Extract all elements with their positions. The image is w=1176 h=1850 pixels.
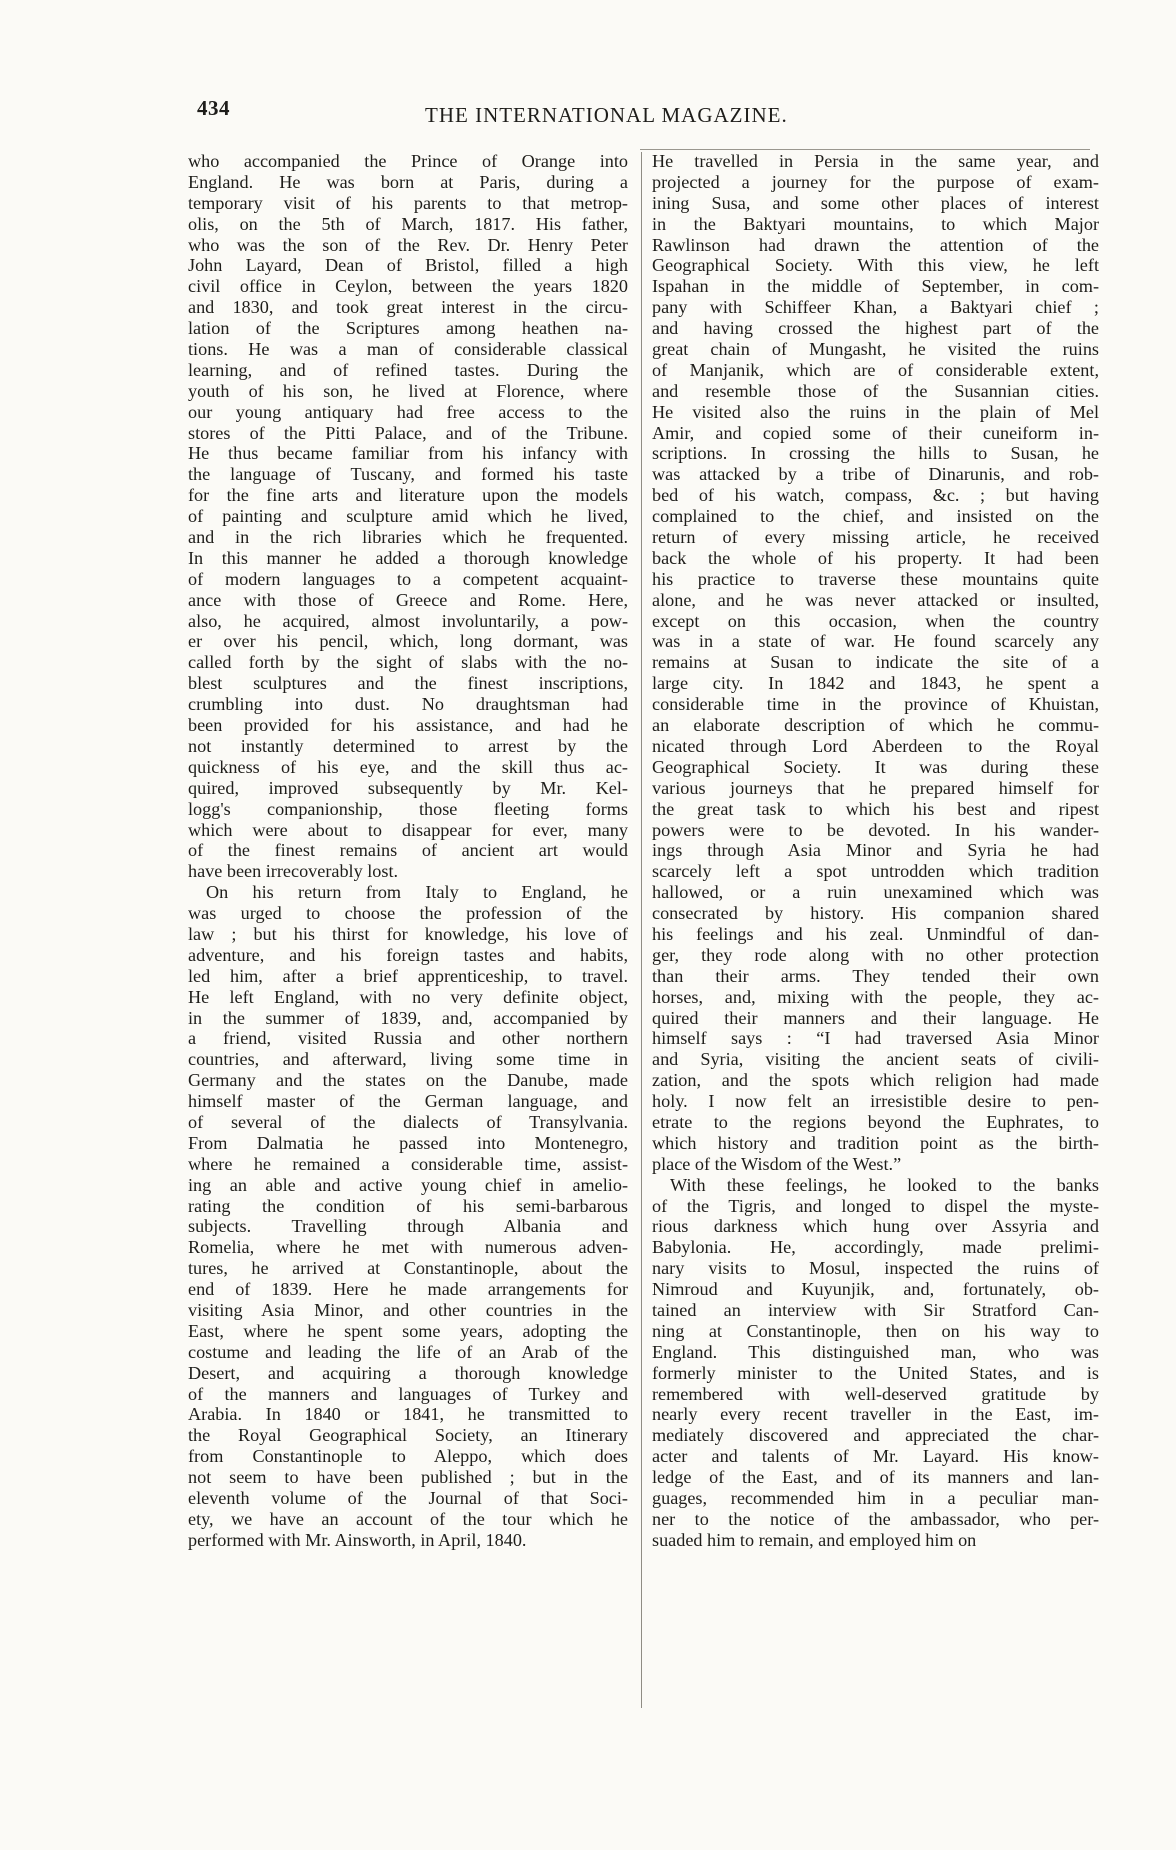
text-line: who accompanied the Prince of Orange into bbox=[188, 151, 628, 171]
text-line: scriptions. In crossing the hills to Susan, he bbox=[652, 443, 1099, 464]
text-line: ance with those of Greece and Rome. Here, bbox=[188, 589, 628, 610]
text-line: ings through Asia Minor and Syria he had bbox=[652, 840, 1099, 861]
text-line: pany with Schiffeer Khan, a Baktyari chief ; bbox=[652, 297, 1099, 318]
text-line: for the fine arts and literature upon the models bbox=[188, 485, 628, 506]
text-line: was in a state of war. He found scarcely any bbox=[652, 631, 1099, 652]
text-line: of the manners and languages of Turkey and bbox=[188, 1383, 628, 1404]
column-divider bbox=[641, 152, 642, 1708]
text-line: youth of his son, he lived at Florence, where bbox=[188, 380, 628, 401]
text-line: holy. I now felt an irresistible desire to pen- bbox=[652, 1091, 1099, 1112]
text-line: zation, and the spots which religion had made bbox=[652, 1070, 1099, 1091]
text-line: complained to the chief, and insisted on the bbox=[652, 506, 1099, 527]
text-line: the great task to which his best and ripest bbox=[652, 798, 1099, 819]
text-line: ger, they rode along with no other protection bbox=[652, 944, 1099, 965]
text-line: adventure, and his foreign tastes and habits, bbox=[188, 944, 628, 965]
text-line: Ispahan in the middle of September, in com- bbox=[652, 276, 1099, 297]
text-line: and 1830, and took great interest in the circu- bbox=[188, 297, 628, 318]
text-line: crumbling into dust. No draughtsman had bbox=[188, 694, 628, 715]
text-line: nary visits to Mosul, inspected the ruins of bbox=[652, 1258, 1099, 1279]
text-line: East, where he spent some years, adopting the bbox=[188, 1320, 628, 1341]
text-line: alone, and he was never attacked or insulted, bbox=[652, 589, 1099, 610]
text-line: quired, improved subsequently by Mr. Kel- bbox=[188, 777, 628, 798]
text-line: He travelled in Persia in the same year, and bbox=[652, 151, 1099, 171]
text-line: of modern languages to a competent acquaint- bbox=[188, 568, 628, 589]
text-line: and resemble those of the Susannian cities. bbox=[652, 380, 1099, 401]
text-line: ining Susa, and some other places of interest bbox=[652, 192, 1099, 213]
text-line: a friend, visited Russia and other northern bbox=[188, 1028, 628, 1049]
text-line: He left England, with no very definite object, bbox=[188, 986, 628, 1007]
text-line: visiting Asia Minor, and other countries in the bbox=[188, 1299, 628, 1320]
text-line: guages, recommended him in a peculiar man- bbox=[652, 1488, 1099, 1508]
text-line: called forth by the sight of slabs with the no- bbox=[188, 652, 628, 673]
text-line: projected a journey for the purpose of exam- bbox=[652, 171, 1099, 192]
text-line: From Dalmatia he passed into Montenegro, bbox=[188, 1132, 628, 1153]
text-line: ning at Constantinople, then on his way to bbox=[652, 1320, 1099, 1341]
text-line: Babylonia. He, accordingly, made prelimi- bbox=[652, 1237, 1099, 1258]
text-line: rious darkness which hung over Assyria and bbox=[652, 1216, 1099, 1237]
text-line: lation of the Scriptures among heathen na- bbox=[188, 318, 628, 339]
text-line: stores of the Pitti Palace, and of the Tribune. bbox=[188, 422, 628, 443]
text-line: consecrated by history. His companion shared bbox=[652, 903, 1099, 924]
text-line: the language of Tuscany, and formed his taste bbox=[188, 464, 628, 485]
text-line: and Syria, visiting the ancient seats of civili- bbox=[652, 1049, 1099, 1070]
text-line: not seem to have been published ; but in the bbox=[188, 1467, 628, 1488]
text-line: With these feelings, he looked to the banks bbox=[670, 1174, 1099, 1195]
text-line: England. He was born at Paris, during a bbox=[188, 171, 628, 192]
left-column bbox=[188, 151, 628, 1551]
text-line: remains at Susan to indicate the site of a bbox=[652, 652, 1099, 673]
text-line: our young antiquary had free access to the bbox=[188, 401, 628, 422]
text-line: Arabia. In 1840 or 1841, he transmitted to bbox=[188, 1404, 628, 1425]
text-line: eleventh volume of the Journal of that Soci- bbox=[188, 1488, 628, 1508]
text-line: etrate to the regions beyond the Euphrates, to bbox=[652, 1111, 1099, 1132]
text-line: great chain of Mungasht, he visited the ruins bbox=[652, 339, 1099, 360]
header-rule bbox=[640, 149, 1090, 150]
running-title: THE INTERNATIONAL MAGAZINE. bbox=[425, 103, 788, 127]
text-line: have been irrecoverably lost. bbox=[188, 861, 399, 882]
text-line: was attacked by a tribe of Dinarunis, and rob- bbox=[652, 464, 1099, 485]
text-line: the Royal Geographical Society, an Itinerary bbox=[188, 1425, 628, 1446]
text-line: acter and talents of Mr. Layard. His know- bbox=[652, 1446, 1099, 1467]
text-line: Nimroud and Kuyunjik, and, fortunately, ob- bbox=[652, 1279, 1099, 1300]
text-line: Geographical Society. It was during these bbox=[652, 756, 1099, 777]
text-line: hallowed, or a ruin unexamined which was bbox=[652, 882, 1099, 903]
text-line: countries, and afterward, living some time in bbox=[188, 1049, 628, 1070]
text-line: blest sculptures and the finest inscriptions, bbox=[188, 673, 628, 694]
text-line: himself master of the German language, and bbox=[188, 1091, 628, 1112]
text-line: temporary visit of his parents to that metrop- bbox=[188, 192, 628, 213]
text-line: Romelia, where he met with numerous adven- bbox=[188, 1237, 628, 1258]
text-line: himself says : “I had traversed Asia Minor bbox=[652, 1028, 1099, 1049]
text-line: bed of his watch, compass, &c. ; but having bbox=[652, 485, 1099, 506]
text-line: various journeys that he prepared himself for bbox=[652, 777, 1099, 798]
text-line: Rawlinson had drawn the attention of the bbox=[652, 234, 1099, 255]
text-line: rating the condition of his semi-barbarous bbox=[188, 1195, 628, 1216]
text-line: been provided for his assistance, and had he bbox=[188, 715, 628, 736]
text-line: mediately discovered and appreciated the char- bbox=[652, 1425, 1099, 1446]
text-line: and having crossed the highest part of the bbox=[652, 318, 1099, 339]
text-line: than their arms. They tended their own bbox=[652, 965, 1099, 986]
text-line: tained an interview with Sir Stratford Can- bbox=[652, 1299, 1099, 1320]
text-line: which were about to disappear for ever, many bbox=[188, 819, 628, 840]
text-line: nearly every recent traveller in the East, im- bbox=[652, 1404, 1099, 1425]
text-line: civil office in Ceylon, between the years 1820 bbox=[188, 276, 628, 297]
text-line: He thus became familiar from his infancy with bbox=[188, 443, 628, 464]
text-line: except on this occasion, when the country bbox=[652, 610, 1099, 631]
text-line: end of 1839. Here he made arrangements for bbox=[188, 1279, 628, 1300]
text-line: learning, and of refined tastes. During the bbox=[188, 359, 628, 380]
text-line: not instantly determined to arrest by the bbox=[188, 735, 628, 756]
text-line: his practice to traverse these mountains quite bbox=[652, 568, 1099, 589]
text-line: return of every missing article, he received bbox=[652, 527, 1099, 548]
text-line: horses, and, mixing with the people, they ac- bbox=[652, 986, 1099, 1007]
text-line: considerable time in the province of Khuistan, bbox=[652, 694, 1099, 715]
text-line: ety, we have an account of the tour which he bbox=[188, 1508, 628, 1529]
text-line: quickness of his eye, and the skill thus ac- bbox=[188, 756, 628, 777]
text-line: of several of the dialects of Transylvania. bbox=[188, 1111, 628, 1132]
text-line: er over his pencil, which, long dormant, was bbox=[188, 631, 628, 652]
text-line: tions. He was a man of considerable classical bbox=[188, 339, 628, 360]
text-line: subjects. Travelling through Albania and bbox=[188, 1216, 628, 1237]
text-line: England. This distinguished man, who was bbox=[652, 1341, 1099, 1362]
text-line: in the summer of 1839, and, accompanied by bbox=[188, 1007, 628, 1028]
text-line: suaded him to remain, and employed him on bbox=[652, 1529, 977, 1550]
text-line: and in the rich libraries which he frequented. bbox=[188, 527, 628, 548]
text-line: John Layard, Dean of Bristol, filled a high bbox=[188, 255, 628, 276]
text-line: from Constantinople to Aleppo, which does bbox=[188, 1446, 628, 1467]
page-number: 434 bbox=[197, 96, 230, 120]
text-line: Desert, and acquiring a thorough knowledge bbox=[188, 1362, 628, 1383]
text-line: ing an able and active young chief in amelio- bbox=[188, 1174, 628, 1195]
text-line: an elaborate description of which he commu- bbox=[652, 715, 1099, 736]
text-line: On his return from Italy to England, he bbox=[206, 882, 628, 903]
text-line: powers were to be devoted. In his wander- bbox=[652, 819, 1099, 840]
text-line: where he remained a considerable time, assist- bbox=[188, 1153, 628, 1174]
text-line: of Manjanik, which are of considerable extent, bbox=[652, 359, 1099, 380]
right-column bbox=[652, 151, 1099, 1551]
text-line: led him, after a brief apprenticeship, to travel. bbox=[188, 965, 628, 986]
text-line: quired their manners and their language. He bbox=[652, 1007, 1099, 1028]
text-line: nicated through Lord Aberdeen to the Royal bbox=[652, 735, 1099, 756]
text-line: tures, he arrived at Constantinople, about the bbox=[188, 1258, 628, 1279]
text-line: In this manner he added a thorough knowledge bbox=[188, 547, 628, 568]
text-line: ledge of the East, and of its manners and lan- bbox=[652, 1467, 1099, 1488]
text-line: place of the Wisdom of the West.” bbox=[652, 1153, 902, 1174]
text-line: scarcely left a spot untrodden which tradition bbox=[652, 861, 1099, 882]
text-line: Amir, and copied some of their cuneiform in- bbox=[652, 422, 1099, 443]
text-line: of the Tigris, and longed to dispel the myste- bbox=[652, 1195, 1099, 1216]
text-line: which history and tradition point as the birth- bbox=[652, 1132, 1099, 1153]
text-line: of painting and sculpture amid which he lived, bbox=[188, 506, 628, 527]
text-line: back the whole of his property. It had been bbox=[652, 547, 1099, 568]
text-line: his feelings and his zeal. Unmindful of dan- bbox=[652, 923, 1099, 944]
text-line: ner to the notice of the ambassador, who per- bbox=[652, 1508, 1099, 1529]
text-line: who was the son of the Rev. Dr. Henry Peter bbox=[188, 234, 628, 255]
text-line: Germany and the states on the Danube, made bbox=[188, 1070, 628, 1091]
text-line: also, he acquired, almost involuntarily, a pow- bbox=[188, 610, 628, 631]
text-line: large city. In 1842 and 1843, he spent a bbox=[652, 673, 1099, 694]
text-line: in the Baktyari mountains, to which Major bbox=[652, 213, 1099, 234]
text-line: performed with Mr. Ainsworth, in April, 1840. bbox=[188, 1529, 527, 1550]
text-line: logg's companionship, those fleeting forms bbox=[188, 798, 628, 819]
text-line: He visited also the ruins in the plain of Mel bbox=[652, 401, 1099, 422]
text-line: remembered with well-deserved gratitude by bbox=[652, 1383, 1099, 1404]
text-line: olis, on the 5th of March, 1817. His father, bbox=[188, 213, 628, 234]
text-line: Geographical Society. With this view, he left bbox=[652, 255, 1099, 276]
text-line: formerly minister to the United States, and is bbox=[652, 1362, 1099, 1383]
text-line: was urged to choose the profession of the bbox=[188, 903, 628, 924]
text-line: of the finest remains of ancient art would bbox=[188, 840, 628, 861]
text-line: costume and leading the life of an Arab of the bbox=[188, 1341, 628, 1362]
text-line: law ; but his thirst for knowledge, his love of bbox=[188, 923, 628, 944]
